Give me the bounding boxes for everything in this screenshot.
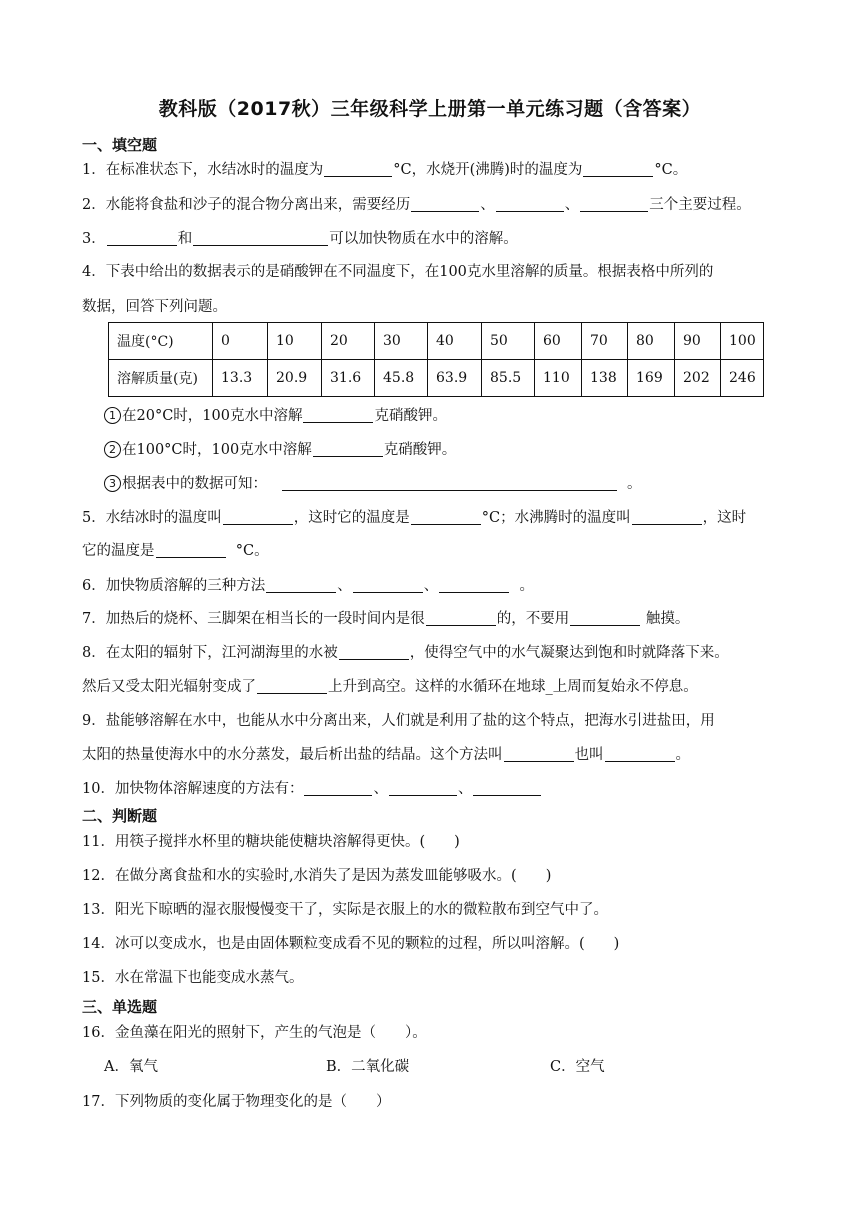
- answer-blank: [411, 509, 481, 525]
- answer-blank: [353, 577, 423, 593]
- question-4-line-1: 4．下表中给出的数据表示的是硝酸钾在不同温度下，在100克水里溶解的质量。根据表格中所列的: [82, 264, 714, 280]
- answer-blank: [632, 509, 702, 525]
- question-1: 1．在标准状态下，水结冰时的温度为 °C，水烧开(沸腾)时的温度为 °C。: [82, 162, 688, 178]
- answer-blank: [193, 230, 328, 246]
- answer-blank: [324, 161, 392, 177]
- question-5-line-1: 5．水结冰时的温度叫 ，这时它的温度是 °C；水沸腾时的温度叫 ，这时: [82, 510, 747, 526]
- section-heading-judge: 二、判断题: [82, 807, 158, 825]
- question-14: 14．冰可以变成水，也是由固体颗粒变成看不见的颗粒的过程，所以叫溶解。( ): [82, 936, 620, 952]
- question-6: 6．加快物质溶解的三种方法 、 、 。: [82, 578, 534, 594]
- option-b: B．二氧化碳: [326, 1059, 410, 1075]
- answer-blank: [339, 644, 409, 660]
- answer-blank: [496, 196, 564, 212]
- question-8-line-2: 然后又受太阳光辐射变成了 上升到高空。这样的水循环在地球_上周而复始永不停息。: [82, 679, 698, 695]
- answer-blank: [156, 542, 226, 558]
- answer-blank: [107, 230, 177, 246]
- solubility-table: [108, 322, 764, 397]
- question-10: 10．加快物体溶解速度的方法有： 、 、: [82, 779, 542, 799]
- answer-blank: [257, 678, 327, 694]
- answer-blank: [426, 610, 496, 626]
- question-11: 11．用筷子搅拌水杯里的糖块能使糖块溶解得更快。( ): [82, 834, 460, 850]
- circled-number: 1: [104, 407, 121, 424]
- answer-blank: [389, 780, 457, 796]
- question-9-line-1: 9．盐能够溶解在水中，也能从水中分离出来，人们就是利用了盐的这个特点，把海水引进盐田，用: [82, 713, 715, 729]
- answer-blank: [473, 780, 541, 796]
- answer-blank: [570, 610, 640, 626]
- circled-number: 2: [104, 441, 121, 458]
- answer-blank: [282, 475, 617, 491]
- question-4-sub-3: 3 根据表中的数据可知： 。: [104, 474, 642, 494]
- answer-blank: [504, 746, 574, 762]
- answer-blank: [411, 196, 479, 212]
- question-12: 12．在做分离食盐和水的实验时,水消失了是因为蒸发皿能够吸水。( ): [82, 868, 552, 884]
- page-title: 教科版（2017秋）三年级科学上册第一单元练习题（含答案）: [158, 98, 702, 120]
- question-9-line-2: 太阳的热量使海水中的水分蒸发，最后析出盐的结晶。这个方法叫 也叫 。: [82, 747, 690, 763]
- answer-blank: [583, 161, 653, 177]
- question-8-line-1: 8．在太阳的辐射下，江河湖海里的水被 ，使得空气中的水气凝聚达到饱和时就降落下来。: [82, 645, 729, 661]
- question-17: 17．下列物质的变化属于物理变化的是（ ）: [82, 1094, 391, 1110]
- option-a: A．氧气: [104, 1059, 158, 1075]
- answer-blank: [439, 577, 509, 593]
- option-c: C．空气: [550, 1059, 605, 1075]
- answer-blank: [313, 441, 383, 457]
- table-row: 溶解质量(克) 13.3 20.9 31.6 45.8 63.9 85.5 110 138 169 202 246: [109, 360, 764, 397]
- question-4-sub-1: 1 在20°C时，100克水中溶解 克硝酸钾。: [104, 406, 447, 426]
- table-row: 温度(°C) 0 10 20 30 40 50 60 70 80 90 100: [109, 323, 764, 360]
- question-16: 16．金鱼藻在阳光的照射下，产生的气泡是（ ）。: [82, 1025, 427, 1041]
- answer-blank: [303, 407, 373, 423]
- answer-blank: [266, 577, 336, 593]
- question-5-line-2: 它的温度是 °C。: [82, 543, 269, 559]
- question-4-line-2: 数据，回答下列问题。: [82, 299, 227, 315]
- question-3: 3． 和 可以加快物质在水中的溶解。: [82, 231, 518, 247]
- answer-blank: [580, 196, 648, 212]
- section-heading-fill: 一、填空题: [82, 136, 158, 154]
- circled-number: 3: [104, 475, 121, 492]
- answer-blank: [304, 780, 372, 796]
- question-2: 2．水能将食盐和沙子的混合物分离出来，需要经历 、 、 三个主要过程。: [82, 197, 751, 213]
- question-7: 7．加热后的烧杯、三脚架在相当长的一段时间内是很 的，不要用 触摸。: [82, 611, 690, 627]
- section-heading-choice: 三、单选题: [82, 998, 158, 1016]
- question-15: 15．水在常温下也能变成水蒸气。: [82, 970, 304, 986]
- question-13: 13．阳光下晾晒的湿衣服慢慢变干了，实际是衣服上的水的微粒散布到空气中了。: [82, 902, 608, 918]
- question-16-options: [104, 1057, 605, 1077]
- answer-blank: [605, 746, 675, 762]
- question-4-sub-2: 2 在100°C时，100克水中溶解 克硝酸钾。: [104, 440, 456, 460]
- answer-blank: [223, 509, 293, 525]
